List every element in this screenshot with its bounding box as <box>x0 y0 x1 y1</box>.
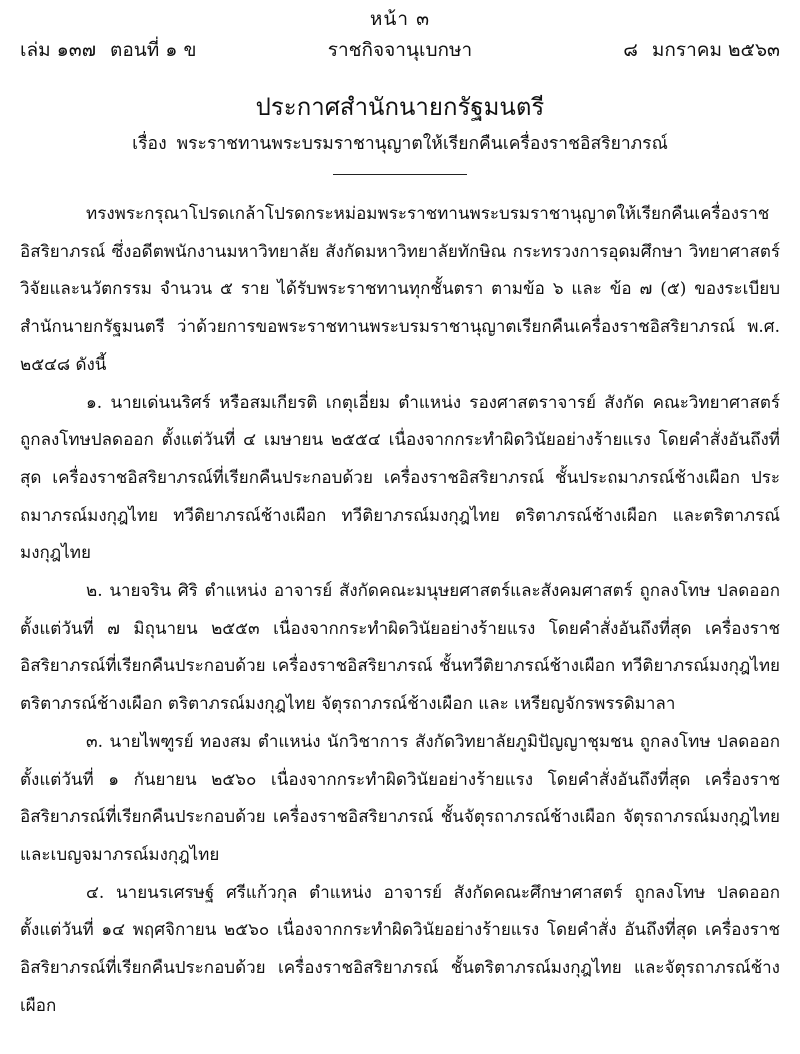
date-day: ๘ <box>623 39 638 61</box>
announcement-subject <box>0 130 800 158</box>
gazette-name: ราชกิจจานุเบกษา <box>327 39 473 61</box>
volume-number: เล่ม ๑๓๗ <box>20 39 97 61</box>
item-paragraph-4: ๔. นายนรเศรษฐ์ ศรีแก้วกุล ตำแหน่ง อาจารย์ สังกัดคณะศึกษาศาสตร์ ถูกลงโทษ ปลดออก ตั้งแต่วันที่ ๑๔ พฤศจิกายน ๒๕๖๐ เนื่องจากกระทำผิดวินัยอย่างร้ายแรง โดยคำสั่ง อันถึงที่สุด เครื่องราชอิสริยาภรณ์ที่เรียกคืนประกอบด้วย เครื่องราชอิสริยาภรณ์ ชั้นตริตาภรณ์มงกุฎไทย และจัตุรถาภรณ์ช้างเผือก <box>20 882 780 1016</box>
page-number: หน้า ๓ <box>369 8 431 30</box>
publication-date <box>623 36 780 64</box>
gazette-header <box>20 36 780 64</box>
announcement-title: ประกาศสำนักนายกรัฐมนตรี <box>255 93 545 121</box>
item-paragraph-3: ๓. นายไพฑูรย์ ทองสม ตำแหน่ง นักวิชาการ สังกัดวิทยาลัยภูมิปัญญาชุมชน ถูกลงโทษ ปลดออก ตั้งแต่วันที่ ๑ กันยายน ๒๕๖๐ เนื่องจากกระทำผิดวินัยอย่างร้ายแรง โดยคำสั่งอันถึงที่สุด เครื่องราชอิสริยาภรณ์ที่เรียกคืนประกอบด้วย เครื่องราชอิสริยาภรณ์ ชั้นจัตุรถาภรณ์ช้างเผือก จัตุรถาภรณ์มงกุฎไทย และเบญจมาภรณ์มงกุฎไทย <box>20 731 780 865</box>
title-divider <box>333 174 467 175</box>
subject-text: พระราชทานพระบรมราชานุญาตให้เรียกคืนเครื่องราชอิสริยาภรณ์ <box>176 134 668 154</box>
section-number: ตอนที่ ๑ ข <box>110 39 197 61</box>
subject-label: เรื่อง <box>132 134 167 154</box>
item-paragraph-2: ๒. นายจริน ศิริ ตำแหน่ง อาจารย์ สังกัดคณะมนุษยศาสตร์และสังคมศาสตร์ ถูกลงโทษ ปลดออก ตั้งแต่วันที่ ๗ มิถุนายน ๒๕๕๓ เนื่องจากกระทำผิดวินัยอย่างร้ายแรง โดยคำสั่งอันถึงที่สุด เครื่องราชอิสริยาภรณ์ที่เรียกคืนประกอบด้วย เครื่องราชอิสริยาภรณ์ ชั้นทวีติยาภรณ์ช้างเผือก ทวีติยาภรณ์มงกุฎไทย ตริตาภรณ์ช้างเผือก ตริตาภรณ์มงกุฎไทย จัตุรถาภรณ์ช้างเผือก และ เหรียญจักรพรรดิมาลา <box>20 581 780 715</box>
announcement-body <box>20 196 780 1025</box>
intro-paragraph: ทรงพระกรุณาโปรดเกล้าโปรดกระหม่อมพระราชทานพระบรมราชานุญาตให้เรียกคืนเครื่องราชอิสริยาภรณ์ ซึ่งอดีตพนักงานมหาวิทยาลัย สังกัดมหาวิทยาลัยทักษิณ กระทรวงการอุดมศึกษา วิทยาศาสตร์ วิจัยและนวัตกรรม จำนวน ๕ ราย ได้รับพระราชทานทุกชั้นตรา ตามข้อ ๖ และ ข้อ ๗ (๕) ของระเบียบสำนักนายกรัฐมนตรี ว่าด้วยการขอพระราชทานพระบรมราชานุญาตเรียกคืนเครื่องราชอิสริยาภรณ์ พ.ศ. ๒๕๔๘ ดังนี้ <box>20 204 780 375</box>
item-paragraph-1: ๑. นายเด่นนริศร์ หรือสมเกียรติ เกตุเอี่ยม ตำแหน่ง รองศาสตราจารย์ สังกัด คณะวิทยาศาสตร์ ถูกลงโทษปลดออก ตั้งแต่วันที่ ๔ เมษายน ๒๕๕๔ เนื่องจากกระทำผิดวินัยอย่างร้ายแรง โดยคำสั่งอันถึงที่สุด เครื่องราชอิสริยาภรณ์ที่เรียกคืนประกอบด้วย เครื่องราชอิสริยาภรณ์ ชั้นประถมาภรณ์ช้างเผือก ประถมาภรณ์มงกุฎไทย ทวีติยาภรณ์ช้างเผือก ทวีติยาภรณ์มงกุฎไทย ตริตาภรณ์ช้างเผือก และตริตาภรณ์มงกุฎไทย <box>20 392 780 564</box>
date-month-year: มกราคม ๒๕๖๓ <box>651 39 780 61</box>
